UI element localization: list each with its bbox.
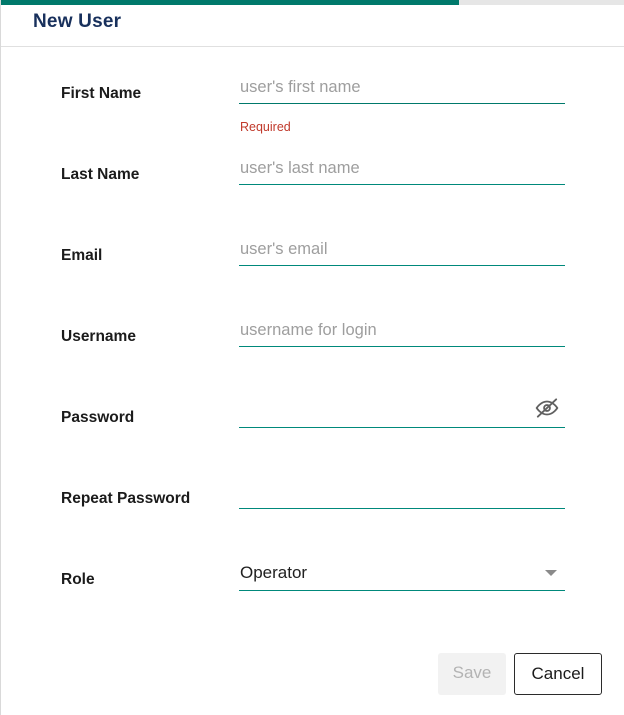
repeat-password-input[interactable]: [239, 482, 565, 509]
new-user-form: [1, 47, 624, 614]
label-last-name: Last Name: [61, 166, 140, 183]
label-email: Email: [61, 247, 103, 264]
label-username: Username: [61, 328, 136, 345]
role-select[interactable]: [239, 563, 565, 591]
label-role: Role: [61, 571, 95, 588]
username-input[interactable]: [239, 320, 565, 347]
role-select-value: Operator: [239, 563, 565, 591]
field-password: [239, 401, 565, 428]
dialog-header: [1, 5, 624, 47]
form-row-last-name: [1, 128, 624, 209]
email-input[interactable]: [239, 239, 565, 266]
field-email: [239, 239, 565, 266]
label-repeat-password: Repeat Password: [61, 490, 191, 507]
save-button[interactable]: Save: [438, 653, 506, 695]
last-name-input[interactable]: [239, 158, 565, 185]
form-row-role: [1, 533, 624, 614]
page-title: New User: [33, 11, 122, 32]
form-row-first-name: [1, 47, 624, 134]
form-row-password: [1, 371, 624, 452]
field-repeat-password: [239, 482, 565, 509]
first-name-input[interactable]: [239, 77, 565, 104]
eye-off-icon[interactable]: [534, 395, 560, 421]
field-first-name: [239, 77, 565, 104]
field-username: [239, 320, 565, 347]
label-password: Password: [61, 409, 135, 426]
label-first-name: First Name: [61, 85, 142, 102]
form-row-repeat-password: [1, 452, 624, 533]
form-row-email: [1, 209, 624, 290]
form-row-username: [1, 290, 624, 371]
cancel-button[interactable]: Cancel: [514, 653, 602, 695]
dialog-actions: [1, 645, 624, 715]
chevron-down-icon: [545, 570, 557, 576]
field-last-name: [239, 158, 565, 185]
field-role: [239, 563, 565, 591]
first-name-error: Required: [240, 120, 291, 134]
password-input[interactable]: [239, 401, 565, 428]
